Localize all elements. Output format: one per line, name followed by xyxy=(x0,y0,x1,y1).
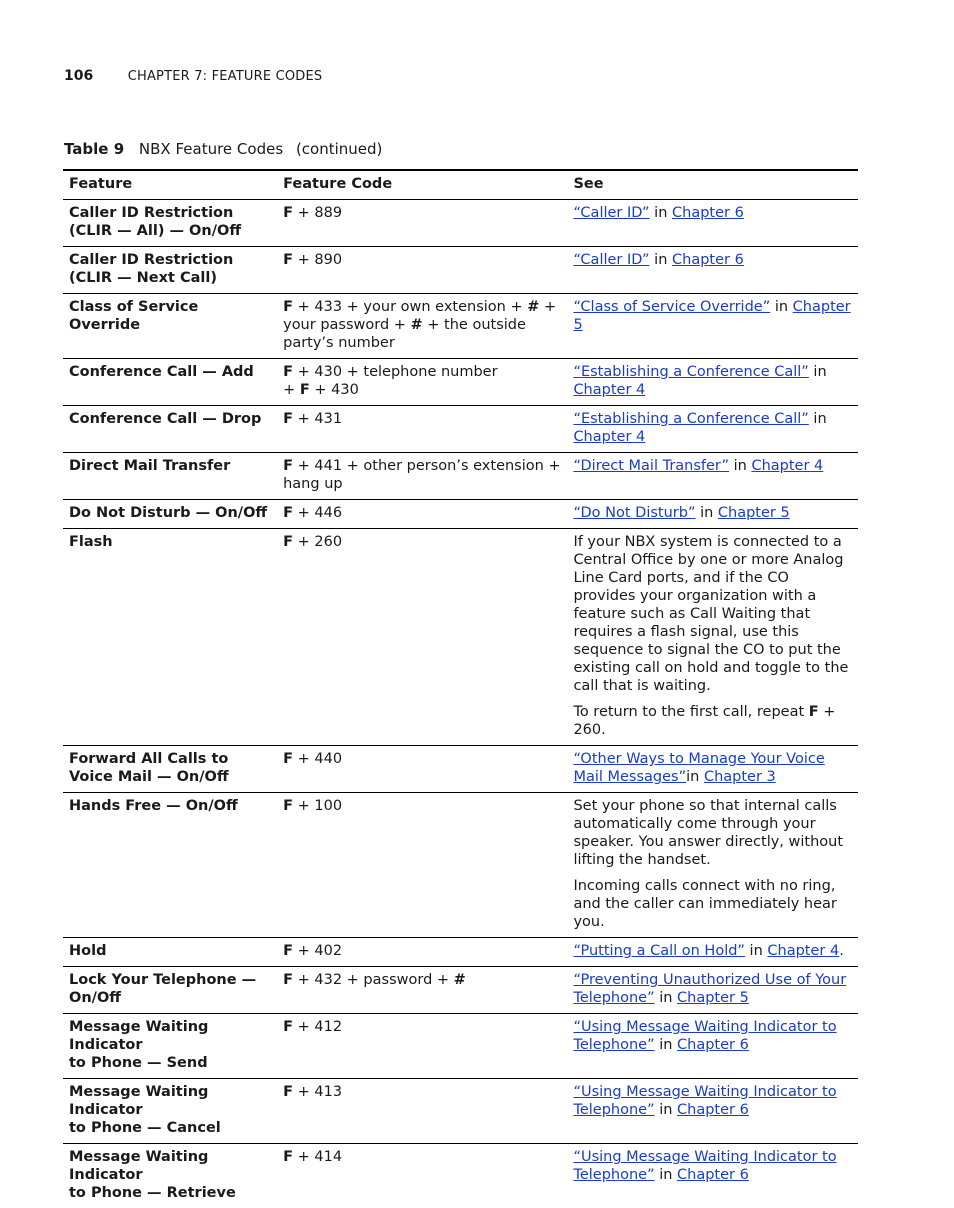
feature-cell: Class of Service Override xyxy=(63,294,277,359)
chapter-link[interactable]: Chapter 6 xyxy=(672,252,744,268)
chapter-link[interactable]: Chapter 4 xyxy=(767,943,839,959)
section-link[interactable]: “Using Message Waiting Indicator to Telephone” xyxy=(573,1149,836,1183)
section-link[interactable]: “Other Ways to Manage Your Voice Mail Messages” xyxy=(573,751,824,785)
section-link[interactable]: “Do Not Disturb” xyxy=(573,505,695,521)
chapter-link[interactable]: Chapter 4 xyxy=(573,429,645,445)
code-prefix: F xyxy=(283,534,293,550)
chapter-title: CHAPTER 7: FEATURE CODES xyxy=(128,69,323,84)
feature-cell: Flash xyxy=(63,529,277,746)
column-header-see: See xyxy=(567,170,858,200)
see-cell: “Caller ID” in Chapter 6 xyxy=(567,247,858,294)
table-row xyxy=(63,359,858,406)
section-link[interactable]: “Using Message Waiting Indicator to Telephone” xyxy=(573,1019,836,1053)
feature-cell: Direct Mail Transfer xyxy=(63,453,277,500)
feature-cell: Message Waiting Indicator to Phone — Retrieve xyxy=(63,1144,277,1208)
see-cell: “Establishing a Conference Call” in Chapter 4 xyxy=(567,359,858,406)
section-link[interactable]: “Using Message Waiting Indicator to Telephone” xyxy=(573,1084,836,1118)
see-cell: “Using Message Waiting Indicator to Telephone” in Chapter 6 xyxy=(567,1144,858,1208)
section-link[interactable]: “Class of Service Override” xyxy=(573,299,770,315)
see-cell xyxy=(567,793,858,938)
column-header-feature: Feature xyxy=(63,170,277,200)
see-description: To return to the first call, repeat F + 260. xyxy=(573,703,852,739)
column-header-code: Feature Code xyxy=(277,170,567,200)
feature-codes-table xyxy=(63,169,858,1208)
code-prefix: F xyxy=(283,1084,293,1100)
see-cell: “Using Message Waiting Indicator to Telephone” in Chapter 6 xyxy=(567,1079,858,1144)
feature-code-cell: F + 100 xyxy=(277,793,567,938)
feature-code-cell: F + 413 xyxy=(277,1079,567,1144)
code-prefix: F xyxy=(283,364,293,380)
feature-code-cell: F + 889 xyxy=(277,200,567,247)
feature-cell: Message Waiting Indicator to Phone — Cancel xyxy=(63,1079,277,1144)
table-row xyxy=(63,247,858,294)
chapter-link[interactable]: Chapter 5 xyxy=(677,990,749,1006)
code-prefix: F xyxy=(283,299,293,315)
code-prefix: F xyxy=(283,458,293,474)
table-row xyxy=(63,294,858,359)
feature-code-cell: F + 260 xyxy=(277,529,567,746)
table-row xyxy=(63,967,858,1014)
section-link[interactable]: “Caller ID” xyxy=(573,252,649,268)
chapter-link[interactable]: Chapter 4 xyxy=(573,382,645,398)
chapter-link[interactable]: Chapter 4 xyxy=(751,458,823,474)
table-row xyxy=(63,500,858,529)
code-prefix: F xyxy=(283,798,293,814)
chapter-link[interactable]: Chapter 3 xyxy=(704,769,776,785)
chapter-link[interactable]: Chapter 6 xyxy=(677,1037,749,1053)
see-cell: “Other Ways to Manage Your Voice Mail Messages”in Chapter 3 xyxy=(567,746,858,793)
feature-code-cell: F + 441 + other person’s extension + hang up xyxy=(277,453,567,500)
section-link[interactable]: “Direct Mail Transfer” xyxy=(573,458,729,474)
running-header xyxy=(64,68,322,84)
table-row xyxy=(63,746,858,793)
feature-cell: Hands Free — On/Off xyxy=(63,793,277,938)
feature-cell: Message Waiting Indicator to Phone — Send xyxy=(63,1014,277,1079)
code-prefix: F xyxy=(283,943,293,959)
chapter-link[interactable]: Chapter 6 xyxy=(677,1167,749,1183)
table-row xyxy=(63,793,858,938)
section-link[interactable]: “Establishing a Conference Call” xyxy=(573,411,808,427)
feature-cell: Conference Call — Drop xyxy=(63,406,277,453)
see-cell: “Do Not Disturb” in Chapter 5 xyxy=(567,500,858,529)
code-prefix: F xyxy=(283,205,293,221)
feature-code-cell: F + 412 xyxy=(277,1014,567,1079)
see-cell: “Using Message Waiting Indicator to Telephone” in Chapter 6 xyxy=(567,1014,858,1079)
feature-cell: Caller ID Restriction (CLIR — Next Call) xyxy=(63,247,277,294)
code-prefix: F xyxy=(283,1019,293,1035)
section-link[interactable]: “Establishing a Conference Call” xyxy=(573,364,808,380)
table-caption xyxy=(64,140,382,158)
chapter-link[interactable]: Chapter 5 xyxy=(573,299,850,333)
chapter-link[interactable]: Chapter 6 xyxy=(672,205,744,221)
see-cell: “Direct Mail Transfer” in Chapter 4 xyxy=(567,453,858,500)
feature-code-cell: F + 432 + password + # xyxy=(277,967,567,1014)
table-continued: (continued) xyxy=(296,140,382,158)
table-row xyxy=(63,1144,858,1208)
feature-cell: Do Not Disturb — On/Off xyxy=(63,500,277,529)
table-row xyxy=(63,938,858,967)
code-prefix: F xyxy=(283,411,293,427)
feature-cell: Caller ID Restriction (CLIR — All) — On/Off xyxy=(63,200,277,247)
see-cell xyxy=(567,529,858,746)
section-link[interactable]: “Putting a Call on Hold” xyxy=(573,943,745,959)
table-header-row xyxy=(63,170,858,200)
table-row xyxy=(63,200,858,247)
code-prefix: F xyxy=(283,505,293,521)
feature-code-cell: F + 431 xyxy=(277,406,567,453)
chapter-link[interactable]: Chapter 6 xyxy=(677,1102,749,1118)
code-prefix: F xyxy=(283,1149,293,1165)
feature-cell: Lock Your Telephone — On/Off xyxy=(63,967,277,1014)
table-title: NBX Feature Codes xyxy=(139,140,283,158)
code-prefix: F xyxy=(283,972,293,988)
table-row xyxy=(63,1079,858,1144)
feature-code-cell: F + 446 xyxy=(277,500,567,529)
feature-code-cell: F + 402 xyxy=(277,938,567,967)
code-prefix: F xyxy=(283,252,293,268)
feature-code-cell: F + 414 xyxy=(277,1144,567,1208)
feature-code-cell: F + 440 xyxy=(277,746,567,793)
table-row xyxy=(63,453,858,500)
feature-code-cell: F + 433 + your own extension + # + your password + # + the outside party’s number xyxy=(277,294,567,359)
table-row xyxy=(63,1014,858,1079)
chapter-link[interactable]: Chapter 5 xyxy=(718,505,790,521)
feature-cell: Hold xyxy=(63,938,277,967)
see-cell: “Establishing a Conference Call” in Chapter 4 xyxy=(567,406,858,453)
feature-cell: Conference Call — Add xyxy=(63,359,277,406)
table-label: Table 9 xyxy=(64,140,124,158)
see-description: Incoming calls connect with no ring, and the caller can immediately hear you. xyxy=(573,877,852,931)
feature-cell: Forward All Calls to Voice Mail — On/Off xyxy=(63,746,277,793)
code-prefix: F xyxy=(283,751,293,767)
section-link[interactable]: “Caller ID” xyxy=(573,205,649,221)
see-cell: “Putting a Call on Hold” in Chapter 4. xyxy=(567,938,858,967)
see-cell: “Caller ID” in Chapter 6 xyxy=(567,200,858,247)
table-row xyxy=(63,406,858,453)
table-body xyxy=(63,200,858,1208)
see-cell: “Class of Service Override” in Chapter 5 xyxy=(567,294,858,359)
see-cell: “Preventing Unauthorized Use of Your Telephone” in Chapter 5 xyxy=(567,967,858,1014)
table-row xyxy=(63,529,858,746)
section-link[interactable]: “Preventing Unauthorized Use of Your Telephone” xyxy=(573,972,846,1006)
see-description: If your NBX system is connected to a Central Office by one or more Analog Line Card ports, and if the CO provides your organization with a feature such as Call Waiting that requires a flash signal, use this sequence to signal the CO to put the existing call on hold and toggle to the call that is waiting. xyxy=(573,533,852,695)
see-description: Set your phone so that internal calls automatically come through your speaker. You answer directly, without lifting the handset. xyxy=(573,797,852,869)
feature-code-cell: F + 890 xyxy=(277,247,567,294)
feature-code-cell: F + 430 + telephone number + F + 430 xyxy=(277,359,567,406)
page-number: 106 xyxy=(64,68,93,84)
